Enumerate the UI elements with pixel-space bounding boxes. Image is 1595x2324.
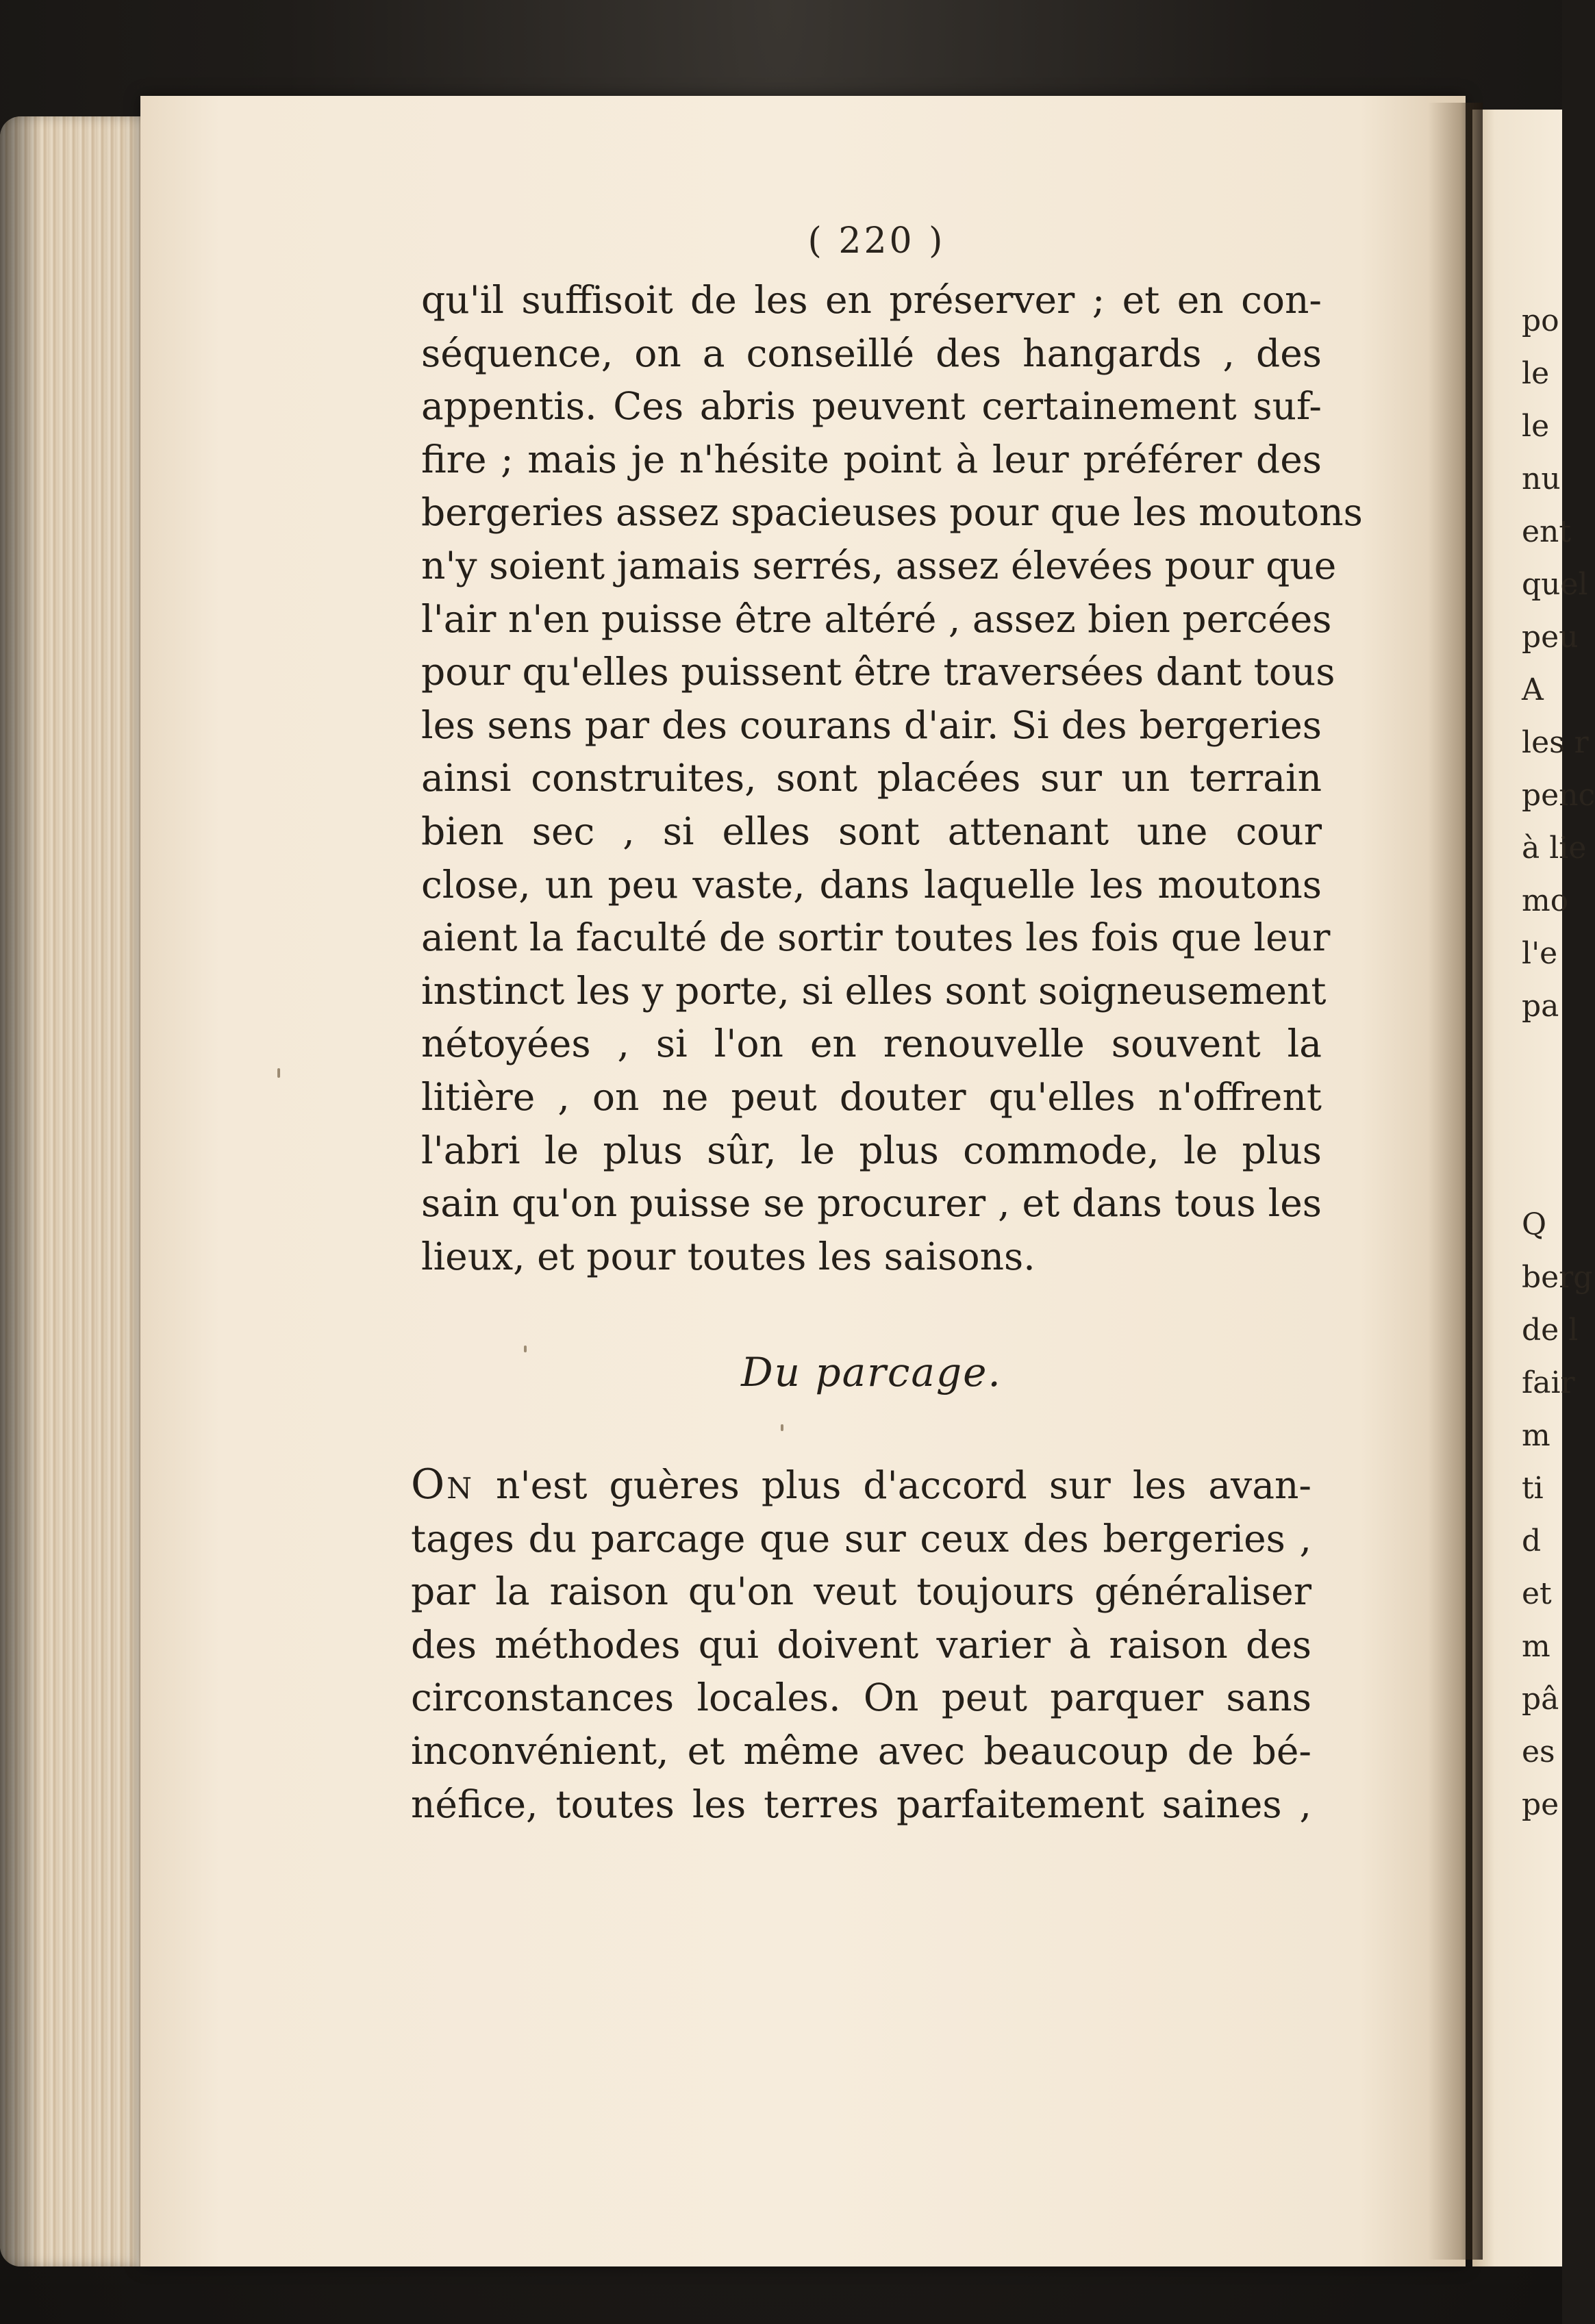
facing-page-fragment: po bbox=[1522, 303, 1559, 338]
facing-page-fragment: fair bbox=[1522, 1365, 1575, 1400]
facing-page-fragment: et bbox=[1522, 1576, 1552, 1611]
paragraph-1 bbox=[421, 274, 1363, 1283]
text-line: close, un peu vaste, dans laquelle les moutons bbox=[421, 862, 1322, 907]
facing-page-fragment: pe bbox=[1522, 1787, 1559, 1822]
facing-page-fragment: A bbox=[1522, 672, 1544, 707]
page-stack-shadow bbox=[0, 116, 41, 2266]
text-line: bergeries assez spacieuses pour que les moutons bbox=[421, 490, 1363, 535]
facing-page-fragment: penc bbox=[1522, 778, 1595, 813]
text-line: pour qu'elles puissent être traversées dant tous bbox=[421, 650, 1335, 694]
text-line: par la raison qu'on veut toujours généraliser bbox=[411, 1569, 1311, 1614]
facing-page-fragment: l'e bbox=[1522, 936, 1558, 971]
facing-page-fragment: à lie bbox=[1522, 831, 1587, 866]
facing-page-fragment: quel bbox=[1522, 567, 1588, 602]
facing-page-fragments-top bbox=[1522, 294, 1595, 1033]
facing-page-fragments-bottom bbox=[1522, 1198, 1593, 1831]
facing-page-fragment: nu bbox=[1522, 462, 1561, 496]
text-line: tages du parcage que sur ceux des bergeries , bbox=[411, 1516, 1311, 1561]
text-line: néfice, toutes les terres parfaitement saines , bbox=[411, 1782, 1311, 1826]
text-line: fire ; mais je n'hésite point à leur préférer des bbox=[421, 437, 1322, 481]
facing-page-fragment: ent bbox=[1522, 514, 1572, 549]
facing-page-fragment: m bbox=[1522, 1629, 1550, 1664]
drop-word: On bbox=[411, 1461, 474, 1508]
text-line: aient la faculté de sortir toutes les fois que leur bbox=[421, 915, 1331, 960]
page-number: ( 220 ) bbox=[807, 220, 946, 262]
facing-page-fragment: le bbox=[1522, 409, 1550, 444]
text-line: litière , on ne peut douter qu'elles n'offrent bbox=[421, 1074, 1322, 1119]
text-line: l'abri le plus sûr, le plus commode, le plus bbox=[421, 1128, 1322, 1172]
paper-speck bbox=[781, 1424, 783, 1431]
text-line: les sens par des courans d'air. Si des bergeries bbox=[421, 703, 1322, 747]
text-line: ainsi construites, sont placées sur un terrain bbox=[421, 756, 1322, 800]
facing-page-fragment: le bbox=[1522, 356, 1550, 391]
facing-page-fragment: Q bbox=[1522, 1207, 1547, 1242]
facing-page-fragment: d bbox=[1522, 1524, 1542, 1558]
text-line: bien sec , si elles sont attenant une cour bbox=[421, 809, 1322, 853]
text-line: instinct les y porte, si elles sont soigneusement bbox=[421, 968, 1327, 1013]
text-line: nétoyées , si l'on en renouvelle souvent la bbox=[421, 1022, 1322, 1066]
facing-page-fragment: ti bbox=[1522, 1471, 1544, 1506]
text-line: des méthodes qui doivent varier à raison des bbox=[411, 1622, 1311, 1667]
facing-page-fragment: de l bbox=[1522, 1313, 1579, 1348]
facing-page-fragment: es bbox=[1522, 1734, 1555, 1769]
paragraph-2 bbox=[411, 1458, 1311, 1831]
text-line: inconvénient, et même avec beaucoup de bé- bbox=[411, 1728, 1311, 1773]
book-gutter bbox=[1428, 103, 1483, 2260]
text-line: séquence, on a conseillé des hangards , des bbox=[421, 331, 1322, 375]
text-line: l'air n'en puisse être altéré , assez bien percées bbox=[421, 596, 1332, 641]
facing-page-fragment: berg bbox=[1522, 1260, 1593, 1295]
text-line: circonstances locales. On peut parquer sans bbox=[411, 1676, 1311, 1720]
text-line: sain qu'on puisse se procurer , et dans tous les bbox=[421, 1181, 1322, 1226]
facing-page-fragment: m bbox=[1522, 1418, 1550, 1453]
facing-page-fragment: pa bbox=[1522, 989, 1559, 1024]
text-line: qu'il suffisoit de les en préserver ; et en con- bbox=[421, 278, 1322, 322]
text-line: appentis. Ces abris peuvent certainement suf- bbox=[421, 384, 1322, 429]
paragraph-2-first-line bbox=[411, 1458, 1311, 1513]
first-line-text: n'est guères plus d'accord sur les avan- bbox=[473, 1463, 1311, 1507]
facing-page-fragment: les r bbox=[1522, 725, 1589, 760]
paper-speck bbox=[277, 1068, 280, 1078]
text-line: lieux, et pour toutes les saisons. bbox=[421, 1234, 1035, 1278]
facing-page-fragment: mo bbox=[1522, 883, 1569, 918]
paragraph-2-lines bbox=[411, 1513, 1311, 1832]
facing-page-fragment: peu bbox=[1522, 620, 1579, 655]
facing-page-fragment: pâ bbox=[1522, 1682, 1559, 1717]
section-heading: Du parcage. bbox=[741, 1349, 1002, 1395]
text-line: n'y soient jamais serrés, assez élevées pour que bbox=[421, 543, 1337, 588]
